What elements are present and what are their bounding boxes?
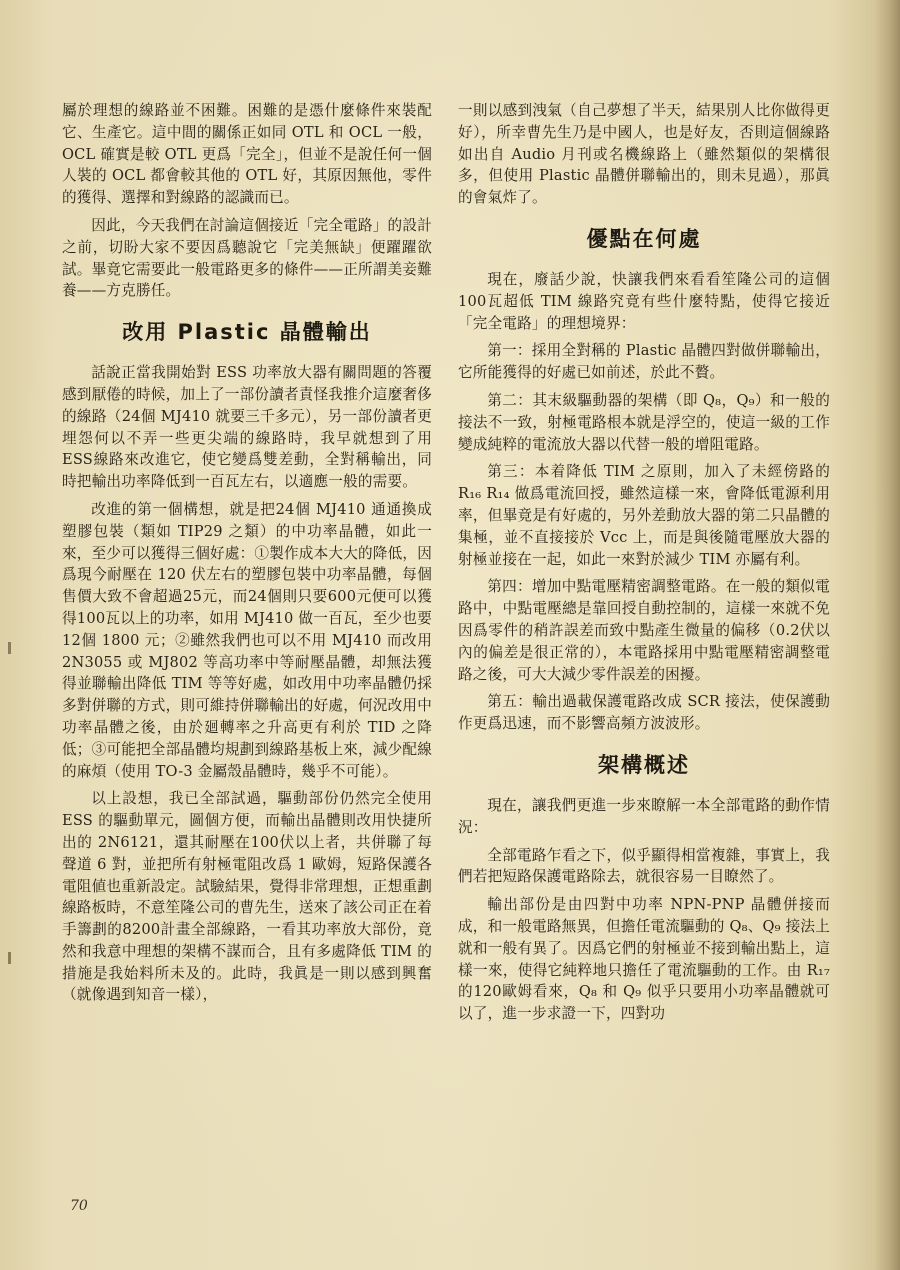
paragraph: 因此，今天我們在討論這個接近「完全電路」的設計之前，切盼大家不要因爲聽說它「完美無缺」便躍躍欲試。畢竟它需要此一般電路更多的條件——正所謂美妾難養——方克勝任。 [62,216,432,300]
section-heading: 改用 Plastic 晶體輸出 [122,320,372,345]
right-column [458,100,830,1031]
paragraph: 改進的第一個構想，就是把24個 MJ410 通通換成塑膠包裝（類如 TIP29 之類）的中功率晶體，如此一來，至少可以獲得三個好處：①製作成本大大的降低，因爲現今耐壓在 120 伏左右的塑膠包裝中功率晶體，每個售價大致不會超過25元，而24個則只要600元便可以獲得100瓦以上的功率，如用 MJ410 做一百瓦，至少也要12個 1800 元；②雖然我們也可以不用 MJ410 而改用 2N3055 或 MJ802 等高功率中等耐壓晶體，却無法獲得並聯輸出降低 TIM 等等好處，如改用中功率晶體仍採多對併聯的方式，則可維持併聯輸出的好處，何況改用中功率晶體之後，由於廻轉率之升高更有利於 TID 之降低；③可能把全部晶體均規劃到線路基板上來，減少配線的麻煩（使用 TO-3 金屬殼晶體時，幾乎不可能）。 [62,500,432,780]
binding-shadow [874,0,900,1270]
paragraph: 全部電路乍看之下，似乎顯得相當複雜，事實上，我們若把短路保護電路除去，就很容易一目瞭然了。 [458,846,830,886]
margin-mark [8,952,11,964]
paragraph: 輸出部份是由四對中功率 NPN-PNP 晶體併接而成，和一般電路無異，但擔任電流驅動的 Q₈、Q₉ 接法上就和一般有異了。因爲它們的射極並不接到輸出點上，這樣一來，使得它純粹地只擔任了電流驅動的工作。由 R₁₇ 的120歐姆看來，Q₈ 和 Q₉ 似乎只要用小功率晶體就可以了，進一步求證一下，四對功 [458,896,830,1023]
paragraph: 第二：其末級驅動器的架構（即 Q₈，Q₉）和一般的接法不一致，射極電路根本就是浮空的，使這一級的工作變成純粹的電流放大器以代替一般的增阻電路。 [458,391,830,453]
paragraph: 一則以感到洩氣（自己夢想了半天，結果別人比你做得更好），所幸曹先生乃是中國人，也是好友，否則這個線路如出自 Audio 月刊或名機線路上（雖然類似的架構很多，但使用 Plastic 晶體併聯輸出的，則未見過），那眞的會氣炸了。 [458,102,830,207]
paragraph: 現在，讓我們更進一步來瞭解一本全部電路的動作情況： [458,796,830,836]
section-heading: 優點在何處 [586,226,702,251]
paragraph: 第四：增加中點電壓精密調整電路。在一般的類似電路中，中點電壓總是靠回授自動控制的，這樣一來就不免因爲零件的稍許誤差而致中點產生微量的偏移（0.2伏以內的偏差是很正常的），本電路採用中點電壓精密調整電路之後，可大大減少零件誤差的困擾。 [458,578,830,683]
margin-mark [8,642,11,654]
paragraph: 第五：輸出過載保護電路改成 SCR 接法，使保護動作更爲迅速，而不影響高頻方波波形。 [458,693,830,733]
paragraph: 以上設想，我已全部試過，驅動部份仍然完全使用 ESS 的驅動單元，圖個方便，而輸出晶體則改用快捷所出的 2N6121，還其耐壓在100伏以上者，共併聯了每聲道 6 對，並把所有射極電阻改爲 1 歐姆，短路保護各電阻値也重新設定。試驗結果，覺得非常理想，正想重劃線路板時，不意笙隆公司的曹先生，送來了該公司正在着手籌劃的8200計畫全部線路，一看其功率放大部份，竟然和我意中理想的架構不謀而合，且有多處降低 TIM 的措施是我始料所未及的。此時，我眞是一則以感到興奮（就像遇到知音一樣）， [62,790,432,1004]
paragraph: 第三：本着降低 TIM 之原則，加入了未經傍路的 R₁₆ R₁₄ 做爲電流回授，雖然這樣一來，會降低電源利用率，但畢竟是有好處的，另外差動放大器的第二只晶體的集極，並不直接接於 Vcc 上，而是與後隨電壓放大器的射極並接在一起，如此一來對於減少 TIM 亦屬有利。 [458,463,830,568]
paragraph: 第一：採用全對稱的 Plastic 晶體四對做併聯輸出，它所能獲得的好處已如前述，於此不贅。 [458,342,830,382]
page-number: 70 [70,1198,88,1214]
section-heading: 架構概述 [598,752,690,777]
paragraph: 話說正當我開始對 ESS 功率放大器有關問題的答覆感到厭倦的時候，加上了一部份讀者責怪我推介這麼奢侈的線路（24個 MJ410 就要三千多元），另一部份讀者更埋怨何以不弄一些更尖端的線路時，我早就想到了用ESS線路來改進它，使它變爲雙差動，全對稱輸出，同時把輸出功率降低到一百瓦左右，以適應一般的需要。 [62,364,432,491]
paragraph: 現在，廢話少說，快讓我們來看看笙隆公司的這個100瓦超低 TIM 線路究竟有些什麼特點，使得它接近「完全電路」的理想境界： [458,270,830,332]
paragraph: 屬於理想的線路並不困難。困難的是憑什麼條件來裝配它、生產它。這中間的關係正如同 OTL 和 OCL 一般，OCL 確實是較 OTL 更爲「完全」，但並不是說任何一個人裝的 OCL 都會較其他的 OTL 好，其原因無他，零件的獲得、選擇和對線路的認識而已。 [62,102,432,207]
left-column [62,100,432,1012]
